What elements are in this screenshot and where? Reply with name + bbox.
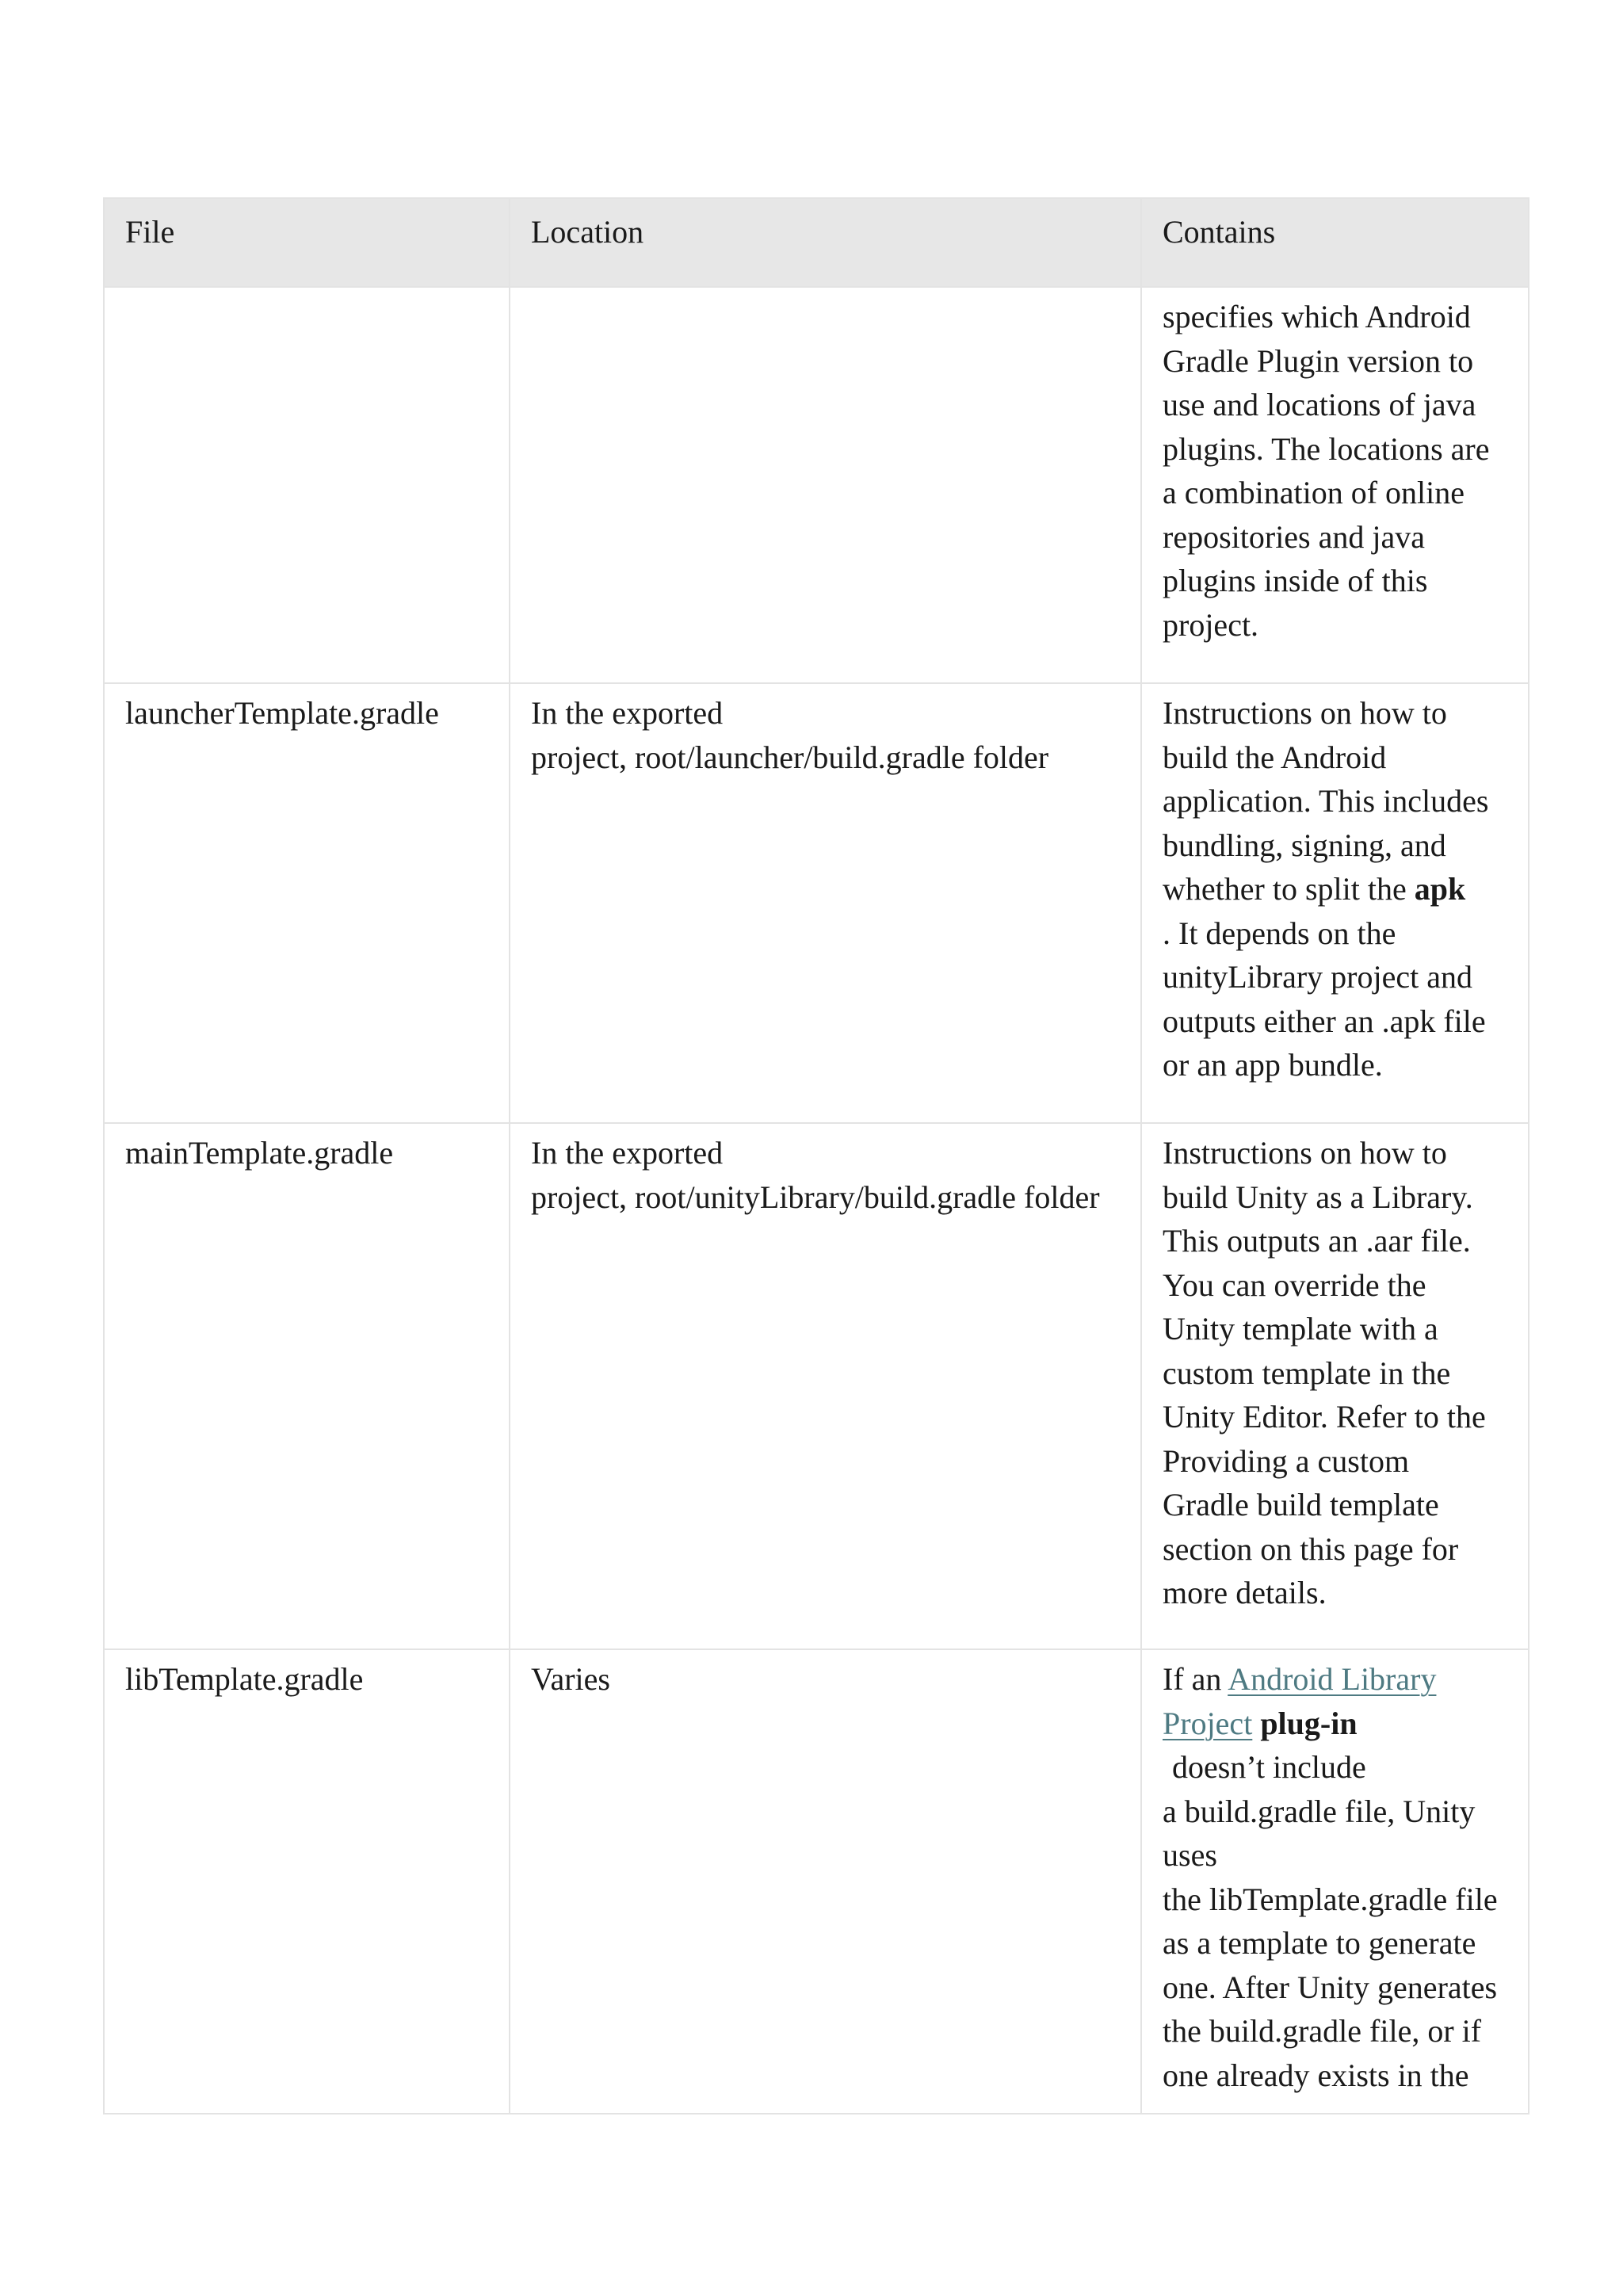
contains-line: build Unity as a Library. <box>1163 1179 1473 1215</box>
contains-line: bundling, signing, and <box>1163 827 1446 863</box>
contains-line: Instructions on how to <box>1163 695 1447 731</box>
contains-line: plugins. The locations are <box>1163 430 1490 467</box>
contains-line: the build.gradle file, or if <box>1163 2013 1482 2049</box>
contains-text: If an <box>1163 1661 1228 1697</box>
contains-line: project. <box>1163 606 1259 643</box>
contains-line: specifies which Android <box>1163 299 1471 334</box>
contains-line: Unity template with a <box>1163 1311 1438 1347</box>
table-row <box>104 1123 1529 1649</box>
location-cell <box>510 1649 1141 2114</box>
contains-line <box>1163 867 1507 911</box>
contains-line: custom template in the <box>1163 1354 1451 1391</box>
location-line: project, root/unityLibrary/build.gradle folder <box>531 1179 1100 1215</box>
file-name: libTemplate.gradle <box>125 1661 364 1697</box>
contains-line: Gradle Plugin version to <box>1163 342 1474 379</box>
contains-line: as a template to generate <box>1163 1925 1476 1961</box>
contains-line: one. After Unity generates <box>1163 1969 1498 2005</box>
header-file: File <box>104 198 510 287</box>
contains-line: unityLibrary project and <box>1163 959 1472 995</box>
contains-line: or an app bundle. <box>1163 1047 1383 1083</box>
table-header-row <box>104 198 1529 287</box>
file-cell <box>104 683 510 1123</box>
location-line: In the exported <box>531 695 724 731</box>
contains-line: application. This includes <box>1163 783 1489 819</box>
contains-line: build the Android <box>1163 739 1387 775</box>
contains-line: repositories and java <box>1163 518 1425 555</box>
contains-line: Providing a custom <box>1163 1442 1410 1479</box>
location-cell <box>510 287 1141 683</box>
android-library-project-link-cont[interactable]: Project <box>1163 1705 1253 1741</box>
contains-line: plugins inside of this <box>1163 563 1428 598</box>
contains-line: You can override the <box>1163 1266 1426 1303</box>
contains-line: a build.gradle file, Unity <box>1163 1793 1476 1829</box>
android-library-project-link[interactable]: Android Library <box>1228 1661 1437 1697</box>
contains-line: use and locations of java <box>1163 387 1476 422</box>
contains-line: a combination of online <box>1163 475 1465 510</box>
file-cell <box>104 1649 510 2114</box>
file-name: launcherTemplate.gradle <box>125 695 439 731</box>
plug-in-keyword: plug-in <box>1260 1705 1358 1741</box>
location-line: Varies <box>531 1661 610 1697</box>
apk-keyword: apk <box>1414 871 1466 907</box>
table-row <box>104 683 1529 1123</box>
header-location: Location <box>510 198 1141 287</box>
contains-line: Unity Editor. Refer to the <box>1163 1399 1486 1435</box>
contains-line <box>1163 1657 1507 1702</box>
contains-line: Instructions on how to <box>1163 1135 1447 1171</box>
contains-line: outputs either an .apk file <box>1163 1003 1486 1039</box>
contains-line: Gradle build template <box>1163 1487 1439 1522</box>
contains-text: whether to split the <box>1163 871 1415 907</box>
contains-cell <box>1141 1123 1529 1649</box>
contains-line: uses <box>1163 1837 1217 1873</box>
gradle-files-table <box>103 197 1529 2115</box>
contains-line: section on this page for <box>1163 1530 1459 1567</box>
contains-line: more details. <box>1163 1575 1327 1610</box>
contains-line: the libTemplate.gradle file <box>1163 1881 1498 1917</box>
table-row <box>104 1649 1529 2114</box>
table-row <box>104 287 1529 683</box>
location-line: In the exported <box>531 1135 724 1171</box>
file-name: mainTemplate.gradle <box>125 1135 394 1171</box>
contains-line: one already exists in the <box>1163 2057 1469 2093</box>
contains-cell <box>1141 1649 1529 2114</box>
contains-line: doesn’t include <box>1172 1749 1366 1785</box>
location-cell <box>510 1123 1141 1649</box>
contains-line <box>1163 1702 1507 1746</box>
location-cell <box>510 683 1141 1123</box>
header-contains: Contains <box>1141 198 1529 287</box>
contains-line: This outputs an .aar file. <box>1163 1223 1471 1259</box>
location-line: project, root/launcher/build.gradle folder <box>531 739 1049 775</box>
contains-cell <box>1141 287 1529 683</box>
contains-cell <box>1141 683 1529 1123</box>
file-cell <box>104 287 510 683</box>
file-cell <box>104 1123 510 1649</box>
contains-line: . It depends on the <box>1163 915 1396 951</box>
